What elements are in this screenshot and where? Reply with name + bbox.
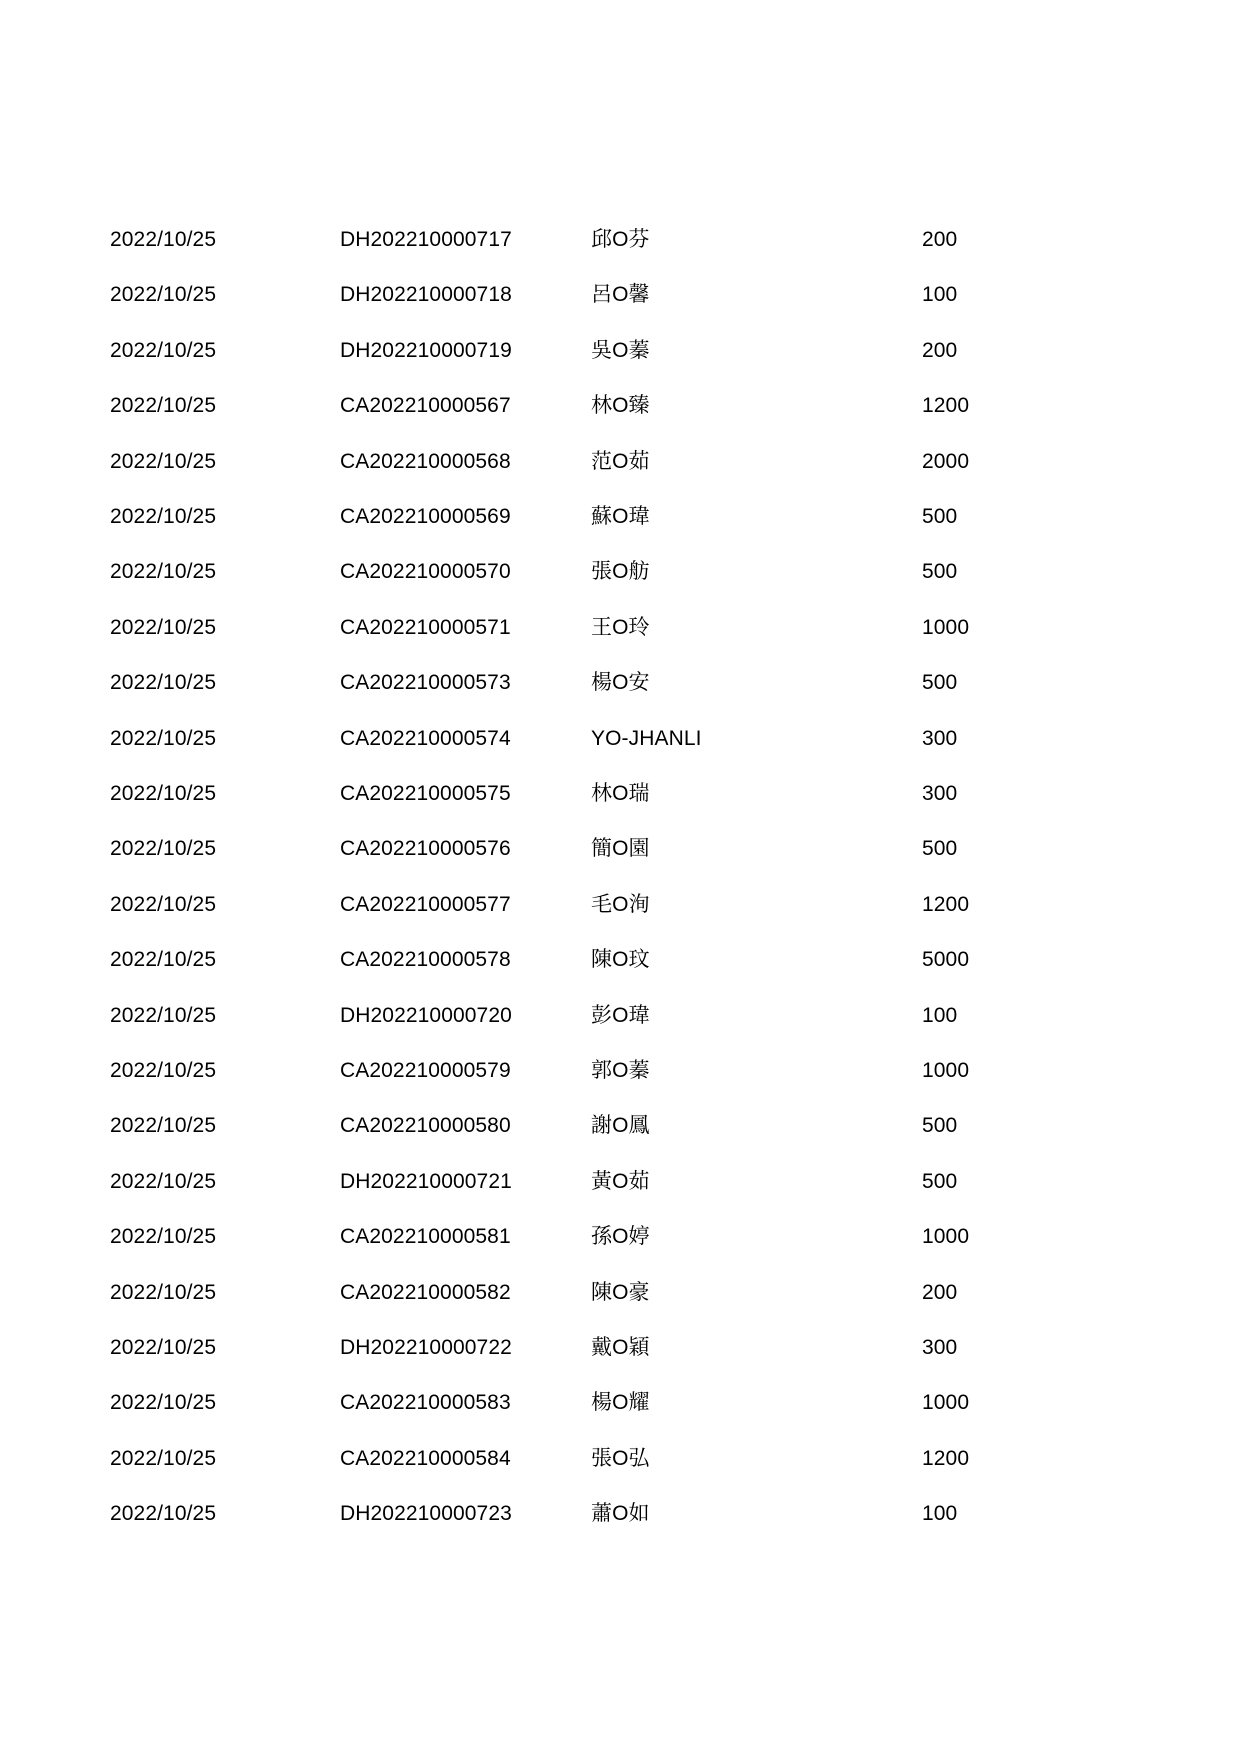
name-cell: 林O瑞 <box>591 782 650 805</box>
date-cell: 2022/10/25 <box>110 1059 217 1082</box>
date-cell: 2022/10/25 <box>110 671 217 695</box>
table-row <box>0 877 1240 933</box>
name-cell: 黃O茹 <box>591 1169 650 1193</box>
amount-cell: 1000 <box>922 1391 970 1415</box>
table-row <box>0 988 1240 1044</box>
code-cell: CA202210000582 <box>340 1280 511 1304</box>
name-cell: 彭O瑋 <box>591 1003 650 1027</box>
name-cell: 張O弘 <box>591 1446 650 1470</box>
name-cell: 范O茹 <box>591 449 650 473</box>
date-cell: 2022/10/25 <box>110 782 217 805</box>
code-cell: CA202210000580 <box>340 1114 511 1138</box>
date-cell: 2022/10/25 <box>110 1391 217 1415</box>
table-row <box>0 655 1240 711</box>
table-row <box>0 1320 1240 1376</box>
table-row <box>0 711 1240 767</box>
table-row <box>0 323 1240 379</box>
table-row <box>0 212 1240 268</box>
name-cell: 楊O耀 <box>591 1391 650 1415</box>
amount-cell: 1200 <box>922 892 970 916</box>
name-cell: 毛O洵 <box>591 892 650 916</box>
table-row <box>0 1431 1240 1487</box>
code-cell: CA202210000576 <box>340 837 511 861</box>
date-cell: 2022/10/25 <box>110 1169 217 1193</box>
table-row <box>0 544 1240 600</box>
table-row <box>0 1098 1240 1154</box>
date-cell: 2022/10/25 <box>110 892 217 916</box>
amount-cell: 1200 <box>922 394 970 418</box>
name-cell: 蕭O如 <box>591 1502 650 1526</box>
name-cell: 孫O婷 <box>591 1225 650 1249</box>
code-cell: DH202210000721 <box>340 1169 512 1193</box>
name-cell: 蘇O瑋 <box>591 505 650 528</box>
name-cell: 謝O鳳 <box>591 1114 650 1138</box>
date-cell: 2022/10/25 <box>110 338 217 362</box>
code-cell: CA202210000570 <box>340 560 511 584</box>
date-cell: 2022/10/25 <box>110 1336 217 1359</box>
table-row <box>0 378 1240 434</box>
amount-cell: 100 <box>922 1003 958 1027</box>
table-row <box>0 1375 1240 1431</box>
table-row <box>0 1265 1240 1321</box>
name-cell: 林O臻 <box>591 394 650 418</box>
amount-cell: 500 <box>922 1169 958 1193</box>
name-cell: 戴O穎 <box>591 1336 650 1359</box>
amount-cell: 500 <box>922 505 958 528</box>
date-cell: 2022/10/25 <box>110 560 217 584</box>
amount-cell: 300 <box>922 782 958 805</box>
amount-cell: 500 <box>922 560 958 584</box>
date-cell: 2022/10/25 <box>110 1003 217 1027</box>
table-row <box>0 1154 1240 1210</box>
name-cell: 吳O蓁 <box>591 338 650 362</box>
amount-cell: 1000 <box>922 1059 970 1082</box>
table-row <box>0 821 1240 877</box>
amount-cell: 5000 <box>922 948 970 972</box>
table-row <box>0 932 1240 988</box>
date-cell: 2022/10/25 <box>110 1446 217 1470</box>
name-cell: 王O玲 <box>591 615 650 639</box>
code-cell: CA202210000579 <box>340 1059 511 1082</box>
name-cell: YO-JHANLI <box>591 726 702 750</box>
date-cell: 2022/10/25 <box>110 394 217 418</box>
name-cell: 陳O玟 <box>591 948 650 972</box>
date-cell: 2022/10/25 <box>110 948 217 972</box>
amount-cell: 500 <box>922 671 958 695</box>
amount-cell: 1000 <box>922 1225 970 1249</box>
table-row <box>0 600 1240 656</box>
code-cell: DH202210000722 <box>340 1336 512 1359</box>
code-cell: CA202210000571 <box>340 615 511 639</box>
amount-cell: 1200 <box>922 1446 970 1470</box>
amount-cell: 200 <box>922 1280 958 1304</box>
date-cell: 2022/10/25 <box>110 449 217 473</box>
code-cell: CA202210000584 <box>340 1446 511 1470</box>
amount-cell: 200 <box>922 228 958 251</box>
table-row <box>0 267 1240 323</box>
name-cell: 郭O蓁 <box>591 1059 650 1082</box>
date-cell: 2022/10/25 <box>110 1114 217 1138</box>
code-cell: DH202210000723 <box>340 1502 512 1526</box>
code-cell: CA202210000578 <box>340 948 511 972</box>
code-cell: DH202210000719 <box>340 338 512 362</box>
code-cell: CA202210000577 <box>340 892 511 916</box>
date-cell: 2022/10/25 <box>110 615 217 639</box>
code-cell: CA202210000574 <box>340 726 511 750</box>
amount-cell: 500 <box>922 837 958 861</box>
name-cell: 簡O園 <box>591 837 650 861</box>
code-cell: CA202210000583 <box>340 1391 511 1415</box>
amount-cell: 300 <box>922 726 958 750</box>
amount-cell: 100 <box>922 283 958 307</box>
table-row <box>0 766 1240 822</box>
date-cell: 2022/10/25 <box>110 837 217 861</box>
code-cell: CA202210000569 <box>340 505 511 528</box>
amount-cell: 500 <box>922 1114 958 1138</box>
code-cell: DH202210000718 <box>340 283 512 307</box>
table-row <box>0 1209 1240 1265</box>
name-cell: 楊O安 <box>591 671 650 695</box>
name-cell: 邱O芬 <box>591 228 650 251</box>
amount-cell: 300 <box>922 1336 958 1359</box>
amount-cell: 100 <box>922 1502 958 1526</box>
table-row <box>0 1043 1240 1099</box>
code-cell: DH202210000717 <box>340 228 512 251</box>
amount-cell: 2000 <box>922 449 970 473</box>
code-cell: CA202210000573 <box>340 671 511 695</box>
date-cell: 2022/10/25 <box>110 726 217 750</box>
code-cell: CA202210000568 <box>340 449 511 473</box>
table-row <box>0 1486 1240 1542</box>
table-row <box>0 489 1240 545</box>
date-cell: 2022/10/25 <box>110 283 217 307</box>
code-cell: DH202210000720 <box>340 1003 512 1027</box>
date-cell: 2022/10/25 <box>110 1502 217 1526</box>
date-cell: 2022/10/25 <box>110 1280 217 1304</box>
date-cell: 2022/10/25 <box>110 505 217 528</box>
name-cell: 呂O馨 <box>591 283 650 307</box>
date-cell: 2022/10/25 <box>110 228 217 251</box>
table-row <box>0 434 1240 490</box>
name-cell: 張O舫 <box>591 560 650 584</box>
name-cell: 陳O豪 <box>591 1280 650 1304</box>
amount-cell: 1000 <box>922 615 970 639</box>
code-cell: CA202210000567 <box>340 394 511 418</box>
code-cell: CA202210000575 <box>340 782 511 805</box>
code-cell: CA202210000581 <box>340 1225 511 1249</box>
date-cell: 2022/10/25 <box>110 1225 217 1249</box>
amount-cell: 200 <box>922 338 958 362</box>
